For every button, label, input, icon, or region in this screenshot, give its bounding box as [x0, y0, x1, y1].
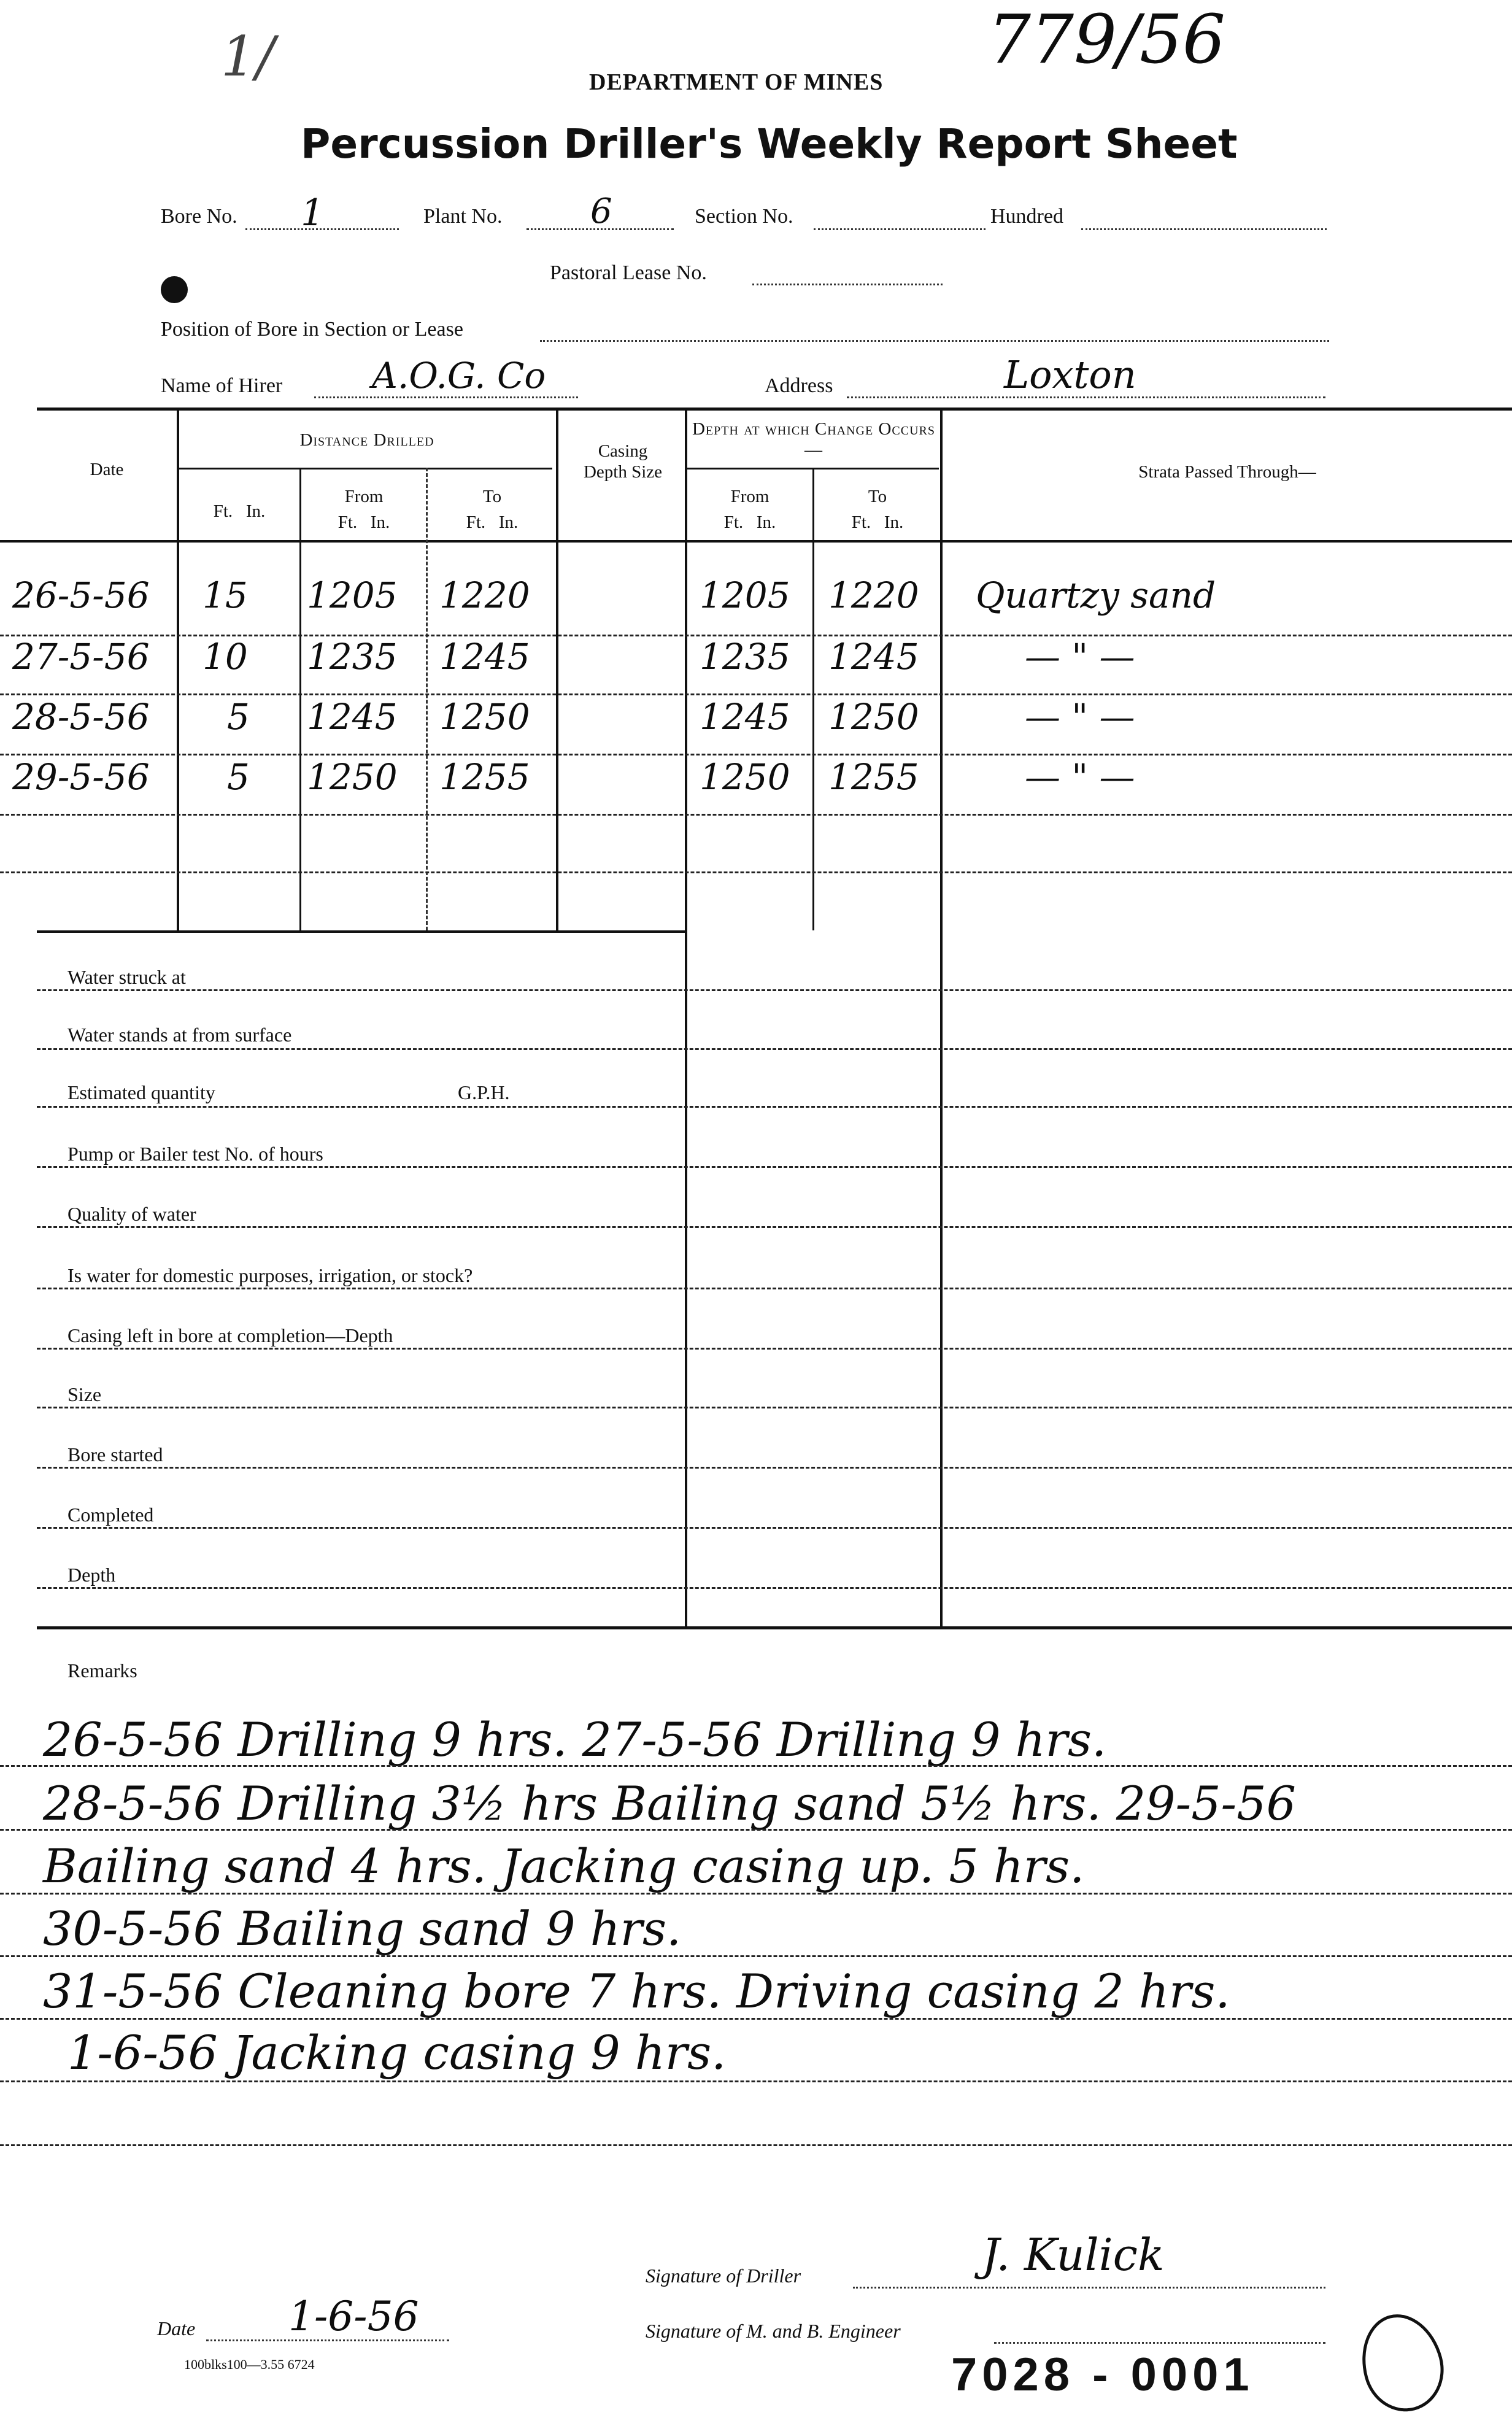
- row-from: 1205: [307, 574, 398, 616]
- row-date: 26-5-56: [12, 574, 150, 616]
- pastoral-lease-label: Pastoral Lease No.: [550, 261, 707, 284]
- plant-no-value: 6: [590, 191, 612, 231]
- row-from: 1245: [307, 696, 398, 738]
- engineer-signature-label: Signature of M. and B. Engineer: [646, 2320, 901, 2342]
- header-distance-drilled: Distance Drilled: [299, 430, 434, 450]
- row-to: 1245: [439, 636, 530, 678]
- remark-rule: [0, 2018, 1512, 2020]
- table-header-rule: [0, 540, 1512, 543]
- row-to: 1220: [439, 574, 530, 616]
- row-distance: 5: [227, 756, 250, 798]
- table-bottom-rule: [37, 1626, 1512, 1629]
- row-change-from: 1235: [700, 636, 790, 678]
- remark-line: 1-6-56 Jacking casing 9 hrs.: [68, 2025, 727, 2080]
- department-heading: DEPARTMENT OF MINES: [589, 69, 884, 95]
- water-rule: [37, 1587, 1512, 1589]
- date-value: 1-6-56: [288, 2293, 419, 2340]
- table-top-rule: [37, 408, 1512, 411]
- quality-label: Quality of water: [68, 1203, 196, 1225]
- remark-line: 26-5-56 Drilling 9 hrs. 27-5-56 Drilling 9 hrs.: [43, 1712, 1107, 1767]
- section-no-label: Section No.: [695, 205, 793, 228]
- col-divider-strata: [940, 408, 943, 1626]
- header-to: To: [482, 487, 502, 506]
- position-label: Position of Bore in Section or Lease: [161, 318, 463, 341]
- remark-line: Bailing sand 4 hrs. Jacking casing up. 5 hrs.: [43, 1839, 1085, 1893]
- header-chg-from: From: [730, 487, 770, 506]
- remarks-label: Remarks: [68, 1659, 137, 1682]
- water-rule: [37, 1467, 1512, 1469]
- row-change-from: 1245: [700, 696, 790, 738]
- driller-signature: J. Kulick: [982, 2229, 1165, 2281]
- row-from: 1235: [307, 636, 398, 678]
- bore-started-label: Bore started: [68, 1443, 163, 1466]
- pastoral-lease-line: [752, 284, 943, 285]
- water-rule: [37, 1527, 1512, 1529]
- size-label: Size: [68, 1383, 102, 1405]
- row-change-to: 1220: [828, 574, 919, 616]
- row-change-from: 1205: [700, 574, 790, 616]
- remark-line: 30-5-56 Bailing sand 9 hrs.: [43, 1901, 682, 1956]
- col-divider-casing-right: [685, 408, 687, 1626]
- address-label: Address: [765, 374, 833, 397]
- row-strata: — " —: [1025, 756, 1135, 798]
- remark-rule: [0, 1765, 1512, 1767]
- header-from: From: [344, 487, 384, 506]
- water-rule: [37, 1226, 1512, 1228]
- water-rule: [37, 989, 1512, 991]
- col-divider-from: [426, 468, 430, 930]
- bore-no-value: 1: [301, 191, 325, 234]
- page-title: Percussion Driller's Weekly Report Sheet: [301, 120, 1238, 168]
- remark-line: 31-5-56 Cleaning bore 7 hrs. Driving casing 2 hrs.: [43, 1964, 1230, 2018]
- row-to: 1255: [439, 756, 530, 798]
- row-date: 29-5-56: [12, 756, 150, 798]
- gph-label: G.P.H.: [458, 1081, 510, 1103]
- print-code: 100blks100—3.55 6724: [184, 2357, 315, 2372]
- table-mid-rule: [37, 930, 687, 933]
- col-divider-date: [177, 408, 179, 930]
- col-divider-chg: [812, 468, 814, 930]
- header-chg-to: To: [868, 487, 887, 506]
- row-rule: [0, 871, 1512, 873]
- engineer-initials-mark: [1351, 2305, 1454, 2420]
- water-purpose-label: Is water for domestic purposes, irrigation, or stock?: [68, 1264, 473, 1286]
- water-rule: [37, 1407, 1512, 1408]
- estimated-quantity-label: Estimated quantity: [68, 1081, 215, 1103]
- water-struck-label: Water struck at: [68, 966, 186, 988]
- water-rule: [37, 1106, 1512, 1108]
- col-divider-dist: [299, 468, 301, 930]
- hundred-label: Hundred: [990, 205, 1063, 228]
- row-distance: 10: [202, 636, 248, 678]
- remark-rule: [0, 1893, 1512, 1895]
- header-chg-from-ft-in: Ft. In.: [723, 512, 776, 532]
- row-rule: [0, 754, 1512, 755]
- row-strata: Quartzy sand: [976, 574, 1216, 616]
- header-dist-ft-in: Ft. In.: [213, 501, 266, 521]
- row-from: 1250: [307, 756, 398, 798]
- bore-no-label: Bore No.: [161, 205, 237, 228]
- file-number: 779/56: [988, 0, 1225, 79]
- col-divider-casing-left: [556, 408, 558, 930]
- water-rule: [37, 1048, 1512, 1050]
- date-label: Date: [157, 2317, 196, 2339]
- pump-test-label: Pump or Bailer test No. of hours: [68, 1143, 323, 1165]
- document-number: 7028 - 0001: [951, 2349, 1254, 2401]
- address-value: Loxton: [1004, 352, 1136, 397]
- row-change-to: 1250: [828, 696, 919, 738]
- water-rule: [37, 1288, 1512, 1289]
- water-rule: [37, 1348, 1512, 1350]
- header-to-ft-in: Ft. In.: [466, 512, 519, 532]
- remark-line: 28-5-56 Drilling 3½ hrs Bailing sand 5½ hrs. 29-5-56: [43, 1776, 1296, 1831]
- hirer-line: [314, 396, 578, 398]
- hirer-value: A.O.G. Co: [372, 355, 546, 396]
- header-from-ft-in: Ft. In.: [338, 512, 390, 532]
- row-date: 27-5-56: [12, 636, 150, 678]
- casing-left-label: Casing left in bore at completion—Depth: [68, 1324, 393, 1346]
- position-line: [540, 340, 1329, 342]
- header-depth-change: Depth at which Change Occurs—: [692, 419, 935, 460]
- remark-rule: [0, 1829, 1512, 1831]
- section-no-line: [814, 228, 986, 230]
- corner-mark: 1/: [221, 25, 275, 89]
- header-date: Date: [90, 460, 124, 479]
- hundred-line: [1081, 228, 1327, 230]
- completed-label: Completed: [68, 1504, 154, 1526]
- row-strata: — " —: [1025, 696, 1135, 738]
- row-change-to: 1245: [828, 636, 919, 678]
- row-change-from: 1250: [700, 756, 790, 798]
- water-stands-label: Water stands at from surface: [68, 1024, 292, 1046]
- row-to: 1250: [439, 696, 530, 738]
- row-change-to: 1255: [828, 756, 919, 798]
- row-distance: 5: [227, 696, 250, 738]
- row-date: 28-5-56: [12, 696, 150, 738]
- driller-signature-label: Signature of Driller: [646, 2265, 801, 2287]
- header-strata: Strata Passed Through—: [1138, 462, 1316, 482]
- ink-blot-icon: [161, 276, 188, 303]
- water-rule: [37, 1166, 1512, 1168]
- remark-rule: [0, 2080, 1512, 2082]
- driller-signature-line: [853, 2287, 1325, 2289]
- row-distance: 15: [202, 574, 248, 616]
- row-rule: [0, 814, 1512, 816]
- header-chg-to-ft-in: Ft. In.: [851, 512, 904, 532]
- engineer-signature-line: [994, 2342, 1325, 2344]
- row-rule: [0, 693, 1512, 695]
- row-strata: — " —: [1025, 636, 1135, 678]
- plant-no-label: Plant No.: [423, 205, 503, 228]
- depth-label: Depth: [68, 1564, 116, 1586]
- hirer-label: Name of Hirer: [161, 374, 283, 397]
- header-casing: Casing Depth Size: [583, 441, 663, 482]
- distance-subheader-rule: [178, 468, 552, 469]
- remark-rule: [0, 2144, 1512, 2146]
- remark-rule: [0, 1955, 1512, 1957]
